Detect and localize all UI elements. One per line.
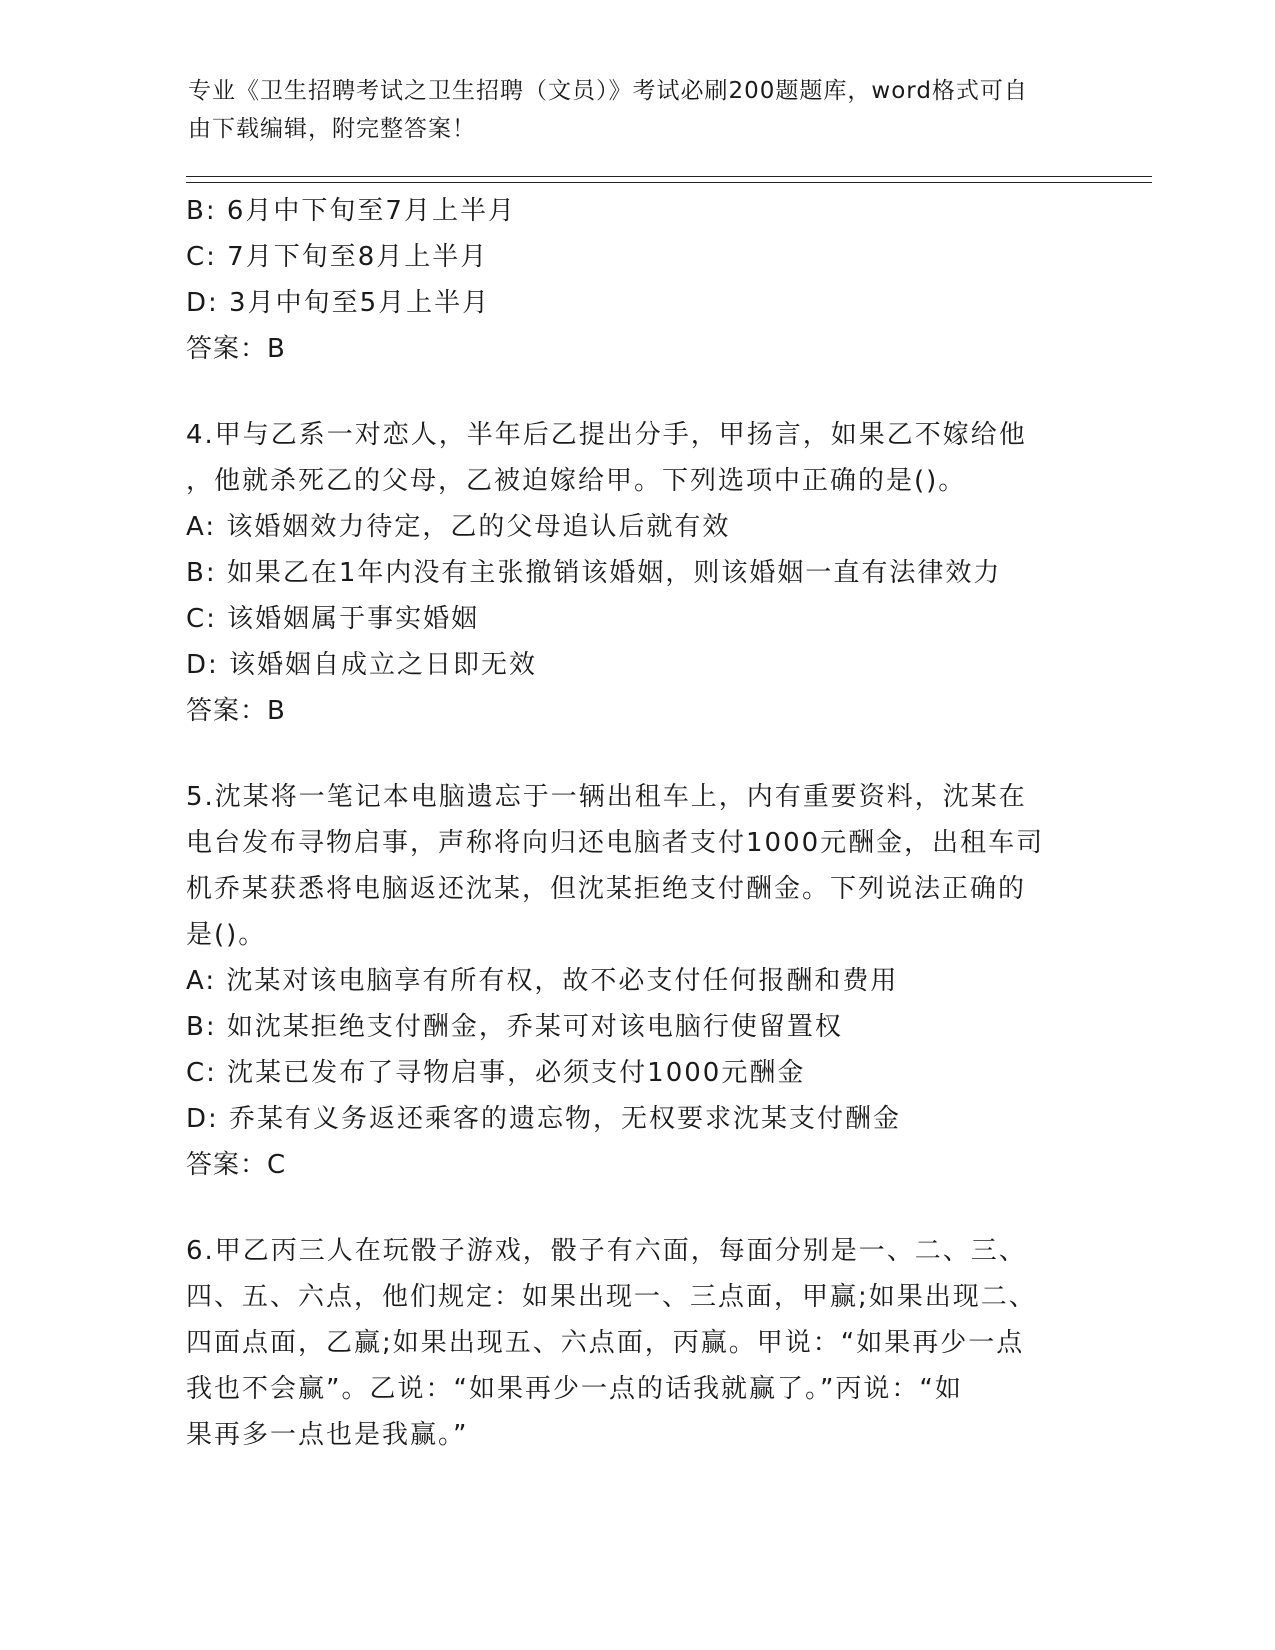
answer: 答案：B	[186, 334, 286, 364]
question-3-tail	[186, 188, 1086, 372]
option-b: B: 如果乙在1年内没有主张撤销该婚姻，则该婚姻一直有法律效力	[186, 558, 1002, 588]
header-line-2: 由下载编辑，附完整答案！	[188, 116, 476, 142]
answer: 答案：B	[186, 696, 286, 726]
option-c: C: 沈某已发布了寻物启事，必须支付1000元酬金	[186, 1058, 806, 1088]
option-d: D: 该婚姻自成立之日即无效	[186, 650, 538, 680]
question-stem-line: 果再多一点也是我赢。”	[186, 1420, 469, 1450]
answer: 答案：C	[186, 1150, 287, 1180]
option-d: D: 3月中旬至5月上半月	[186, 288, 491, 318]
option-c: C: 7月下旬至8月上半月	[186, 242, 489, 272]
question-stem-line: 5.沈某将一笔记本电脑遗忘于一辆出租车上，内有重要资料，沈某在	[186, 782, 1027, 812]
option-a: A: 该婚姻效力待定，乙的父母追认后就有效	[186, 512, 731, 542]
option-c: C: 该婚姻属于事实婚姻	[186, 604, 480, 634]
question-stem-line: 是()。	[186, 920, 267, 950]
question-4	[186, 412, 1086, 734]
question-stem-line: 四、五、六点，他们规定：如果出现一、三点面，甲赢;如果出现二、	[186, 1282, 1037, 1312]
option-b: B: 如沈某拒绝支付酬金，乔某可对该电脑行使留置权	[186, 1012, 843, 1042]
question-5	[186, 774, 1086, 1188]
question-6	[186, 1228, 1086, 1458]
document-body	[186, 188, 1086, 1458]
question-stem-line: ，他就杀死乙的父母，乙被迫嫁给甲。下列选项中正确的是()。	[186, 466, 967, 496]
header-divider	[186, 176, 1152, 183]
option-b: B: 6月中下旬至7月上半月	[186, 196, 516, 226]
question-stem-line: 4.甲与乙系一对恋人，半年后乙提出分手，甲扬言，如果乙不嫁给他	[186, 420, 1027, 450]
page-header	[188, 72, 1078, 148]
question-stem-line: 四面点面，乙赢;如果出现五、六点面，丙赢。甲说：“如果再少一点	[186, 1328, 1025, 1358]
option-a: A: 沈某对该电脑享有所有权，故不必支付任何报酬和费用	[186, 966, 899, 996]
question-stem-line: 6.甲乙丙三人在玩骰子游戏，骰子有六面，每面分别是一、二、三、	[186, 1236, 1027, 1266]
question-stem-line: 我也不会赢”。乙说：“如果再少一点的话我就赢了。”丙说：“如	[186, 1374, 963, 1404]
option-d: D: 乔某有义务返还乘客的遗忘物，无权要求沈某支付酬金	[186, 1104, 902, 1134]
header-line-1: 专业《卫生招聘考试之卫生招聘（文员）》考试必刷200题题库，word格式可自	[188, 78, 1028, 104]
question-stem-line: 机乔某获悉将电脑返还沈某，但沈某拒绝支付酬金。下列说法正确的	[186, 874, 1027, 904]
question-stem-line: 电台发布寻物启事，声称将向归还电脑者支付1000元酬金，出租车司	[186, 828, 1045, 858]
